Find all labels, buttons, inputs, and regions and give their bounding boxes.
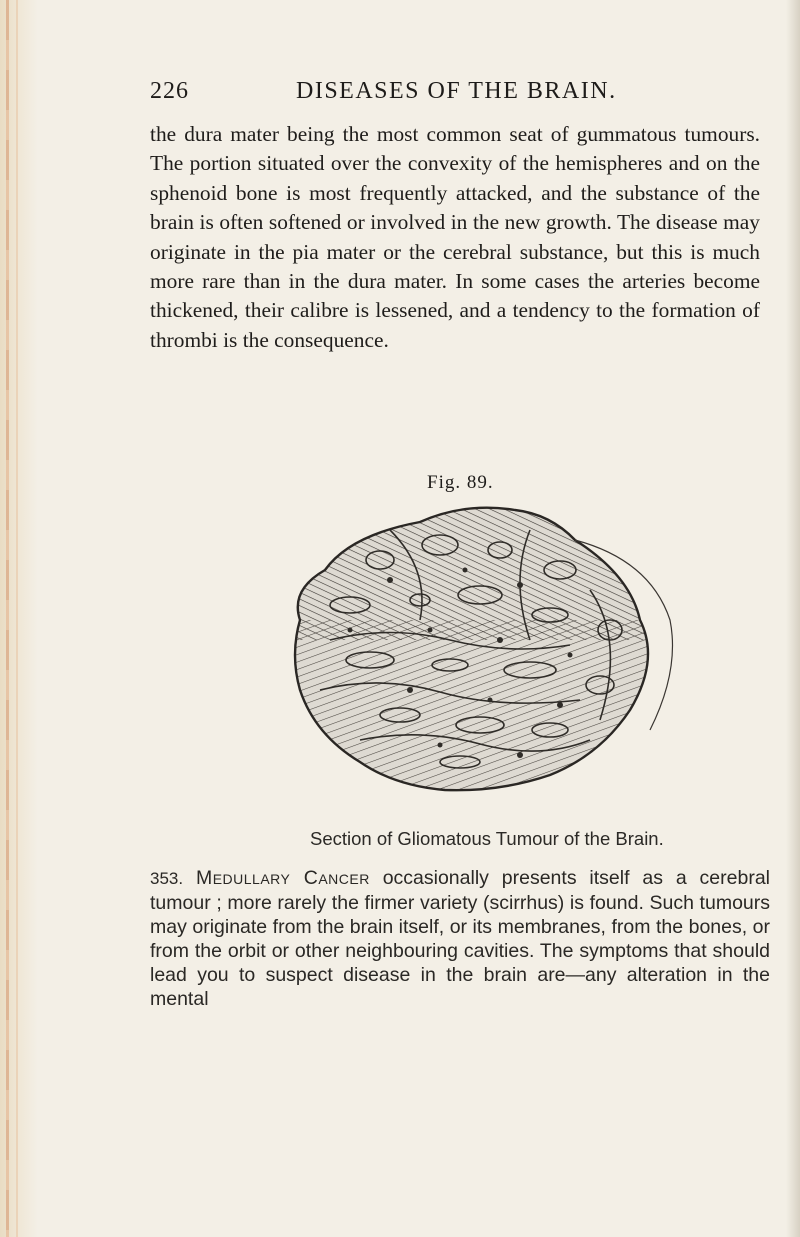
running-head: DISEASES OF THE BRAIN. [296, 78, 617, 104]
page-binding-edge [0, 0, 38, 1237]
page-number: 226 [150, 78, 189, 104]
section-text: occasionally presents itself as a cerebral tumour ; more rarely the firmer variety (scirrhus) is found. Such tumours may originate from the brain itself, or its membranes, from the bones, or from the orbit or other neighbouring cavities. The symptoms that should lead you to suspect disease in the brain are—any alteration in the mental [150, 867, 770, 1010]
section-lead: Medullary Cancer [195, 867, 370, 889]
tumour-section-drawing [230, 500, 710, 800]
gliomatous-tumour-illustration [230, 500, 710, 800]
figure-label: Fig. 89. [427, 472, 494, 493]
section-number: 353. [150, 869, 184, 888]
page-right-edge [786, 0, 800, 1237]
book-page [120, 70, 800, 1010]
figure-caption: Section of Gliomatous Tumour of the Brain. [310, 828, 664, 849]
page-header [120, 70, 800, 110]
body-paragraph-2 [150, 866, 770, 1011]
body-paragraph-1: the dura mater being the most common seat of gummatous tumours. The portion situated over the convexity of the hemispheres and on the sphenoid bone is most frequently attacked, and the substance of the brain is often softened or involved in the new growth. The disease may originate in the pia mater or the cerebral substance, but this is much more rare than in the dura mater. In some cases the arteries become thickened, their calibre is lessened, and a tendency to the formation of thrombi is the consequence. [150, 122, 760, 352]
